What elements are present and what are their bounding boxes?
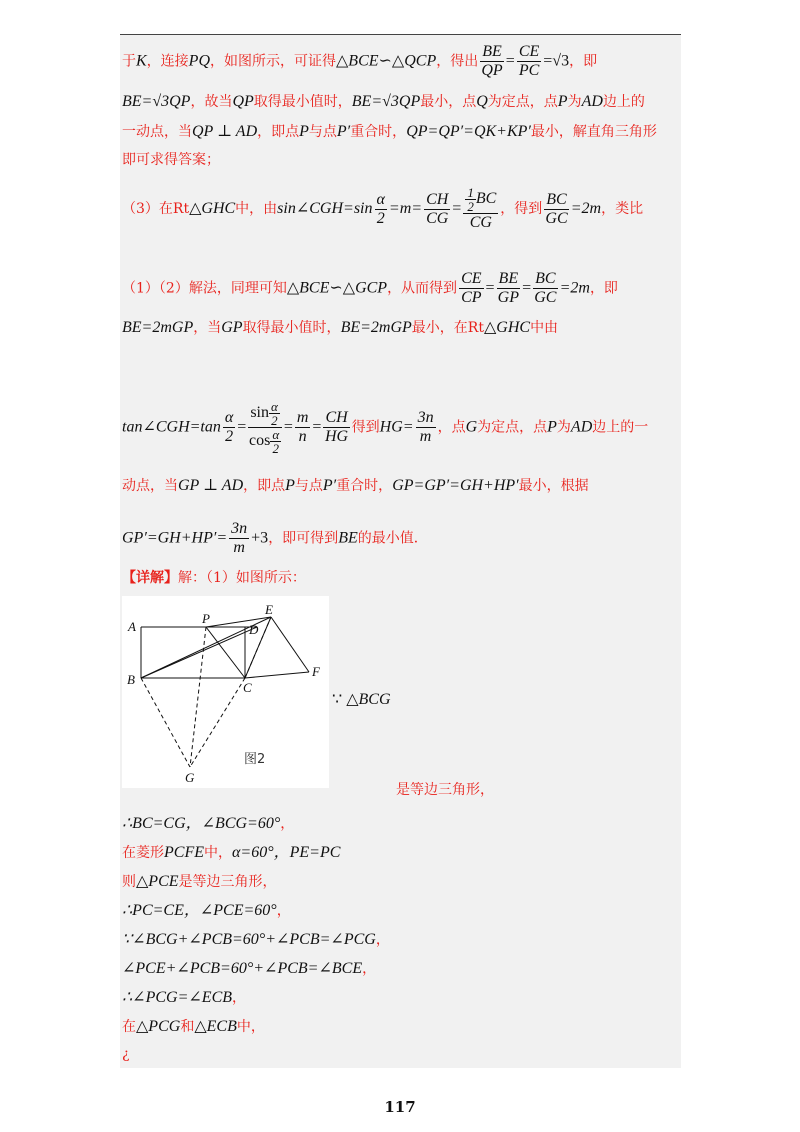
fraction: $\frac{BE}{GP}$ bbox=[497, 270, 519, 306]
line-18 bbox=[122, 930, 390, 950]
math: PQ bbox=[188, 52, 210, 70]
math: =2m bbox=[559, 279, 590, 297]
label-B: B bbox=[127, 672, 135, 687]
text: 和 bbox=[180, 1019, 195, 1035]
math: QP ⊥ AD bbox=[192, 123, 258, 140]
detail-heading: 【详解】 bbox=[122, 570, 178, 586]
math: ∴PC=CE，∠PCE=60° bbox=[122, 902, 277, 919]
text: ， bbox=[375, 932, 390, 948]
line-15 bbox=[122, 843, 340, 863]
text: ， bbox=[232, 990, 247, 1006]
text: 中，由 bbox=[235, 201, 278, 217]
math: P bbox=[547, 418, 557, 436]
text: ，点 bbox=[437, 419, 466, 436]
fraction: $\frac{3n}{m}$ bbox=[231, 520, 248, 556]
math: tan∠CGH=tan bbox=[122, 418, 221, 436]
text: 在 bbox=[122, 1019, 136, 1035]
text: 为 bbox=[567, 94, 582, 110]
text: 动点，当 bbox=[122, 478, 178, 494]
line-16 bbox=[122, 872, 277, 892]
text: 得到 bbox=[351, 419, 380, 436]
fraction: $\frac{BC}{GC}$ bbox=[545, 190, 568, 227]
line-13: 是等边三角形， bbox=[396, 782, 494, 798]
math: =√3 bbox=[543, 52, 570, 70]
math: △PCG bbox=[136, 1018, 181, 1035]
text: ，即点 bbox=[257, 124, 300, 140]
math: ∵∠BCG+∠PCB=60°+∠PCB=∠PCG bbox=[122, 931, 376, 948]
text: （3）在Rt bbox=[122, 201, 190, 217]
math: △BCG bbox=[346, 691, 391, 708]
line-5: （3）在Rt△GHC中，由sin∠CGH=sin $\frac{\alpha}{2}$ =m= $\frac{CH}{CG}$ = $\frac{1}{2}$ BC CG ，得到 $\frac{BC}{GC}$ =2m，类比 bbox=[122, 185, 644, 231]
math: ∴∠PCG=∠ECB bbox=[122, 989, 233, 1006]
text: ，连接 bbox=[146, 53, 189, 70]
math: AD bbox=[581, 93, 603, 110]
line-22: ¿ bbox=[122, 1046, 130, 1062]
fraction: $\frac{BC}{GC}$ bbox=[534, 270, 557, 306]
math: BE=2mGP bbox=[340, 319, 412, 336]
text: 重合时， bbox=[350, 124, 407, 140]
line-17 bbox=[122, 901, 291, 921]
text: 为定点，点 bbox=[477, 419, 548, 436]
fraction: $\frac{CH}{HG}$ bbox=[325, 409, 349, 445]
line-7 bbox=[122, 318, 558, 338]
text: ，即点 bbox=[243, 478, 286, 494]
text: ，即可得到 bbox=[268, 530, 339, 547]
line-9 bbox=[122, 476, 589, 496]
math: BE=√3QP bbox=[122, 93, 191, 110]
text: 与点 bbox=[308, 124, 337, 140]
math: sin∠CGH=sin bbox=[277, 200, 373, 217]
label-F: F bbox=[312, 664, 320, 679]
text: 为定点，点 bbox=[487, 94, 558, 110]
text: 边上的 bbox=[602, 94, 645, 110]
text: 取得最小值时， bbox=[253, 94, 352, 110]
text: 与点 bbox=[294, 478, 323, 494]
figure-svg bbox=[122, 596, 329, 788]
label-G: G bbox=[185, 770, 195, 785]
fraction-trig: sin $\frac{\alpha}{2}$ cos $\frac{\alpha}{2}$ bbox=[248, 400, 282, 455]
math: △PCE bbox=[136, 873, 179, 890]
fraction: $\frac{\alpha}{2}$ bbox=[376, 190, 385, 227]
text: ，即 bbox=[569, 53, 598, 70]
text: 在菱形 bbox=[122, 845, 164, 861]
math: △GHC bbox=[483, 319, 531, 336]
math: GP=GP′=GH+HP′ bbox=[392, 477, 519, 494]
text: 一动点，当 bbox=[122, 124, 192, 140]
math: =2m bbox=[570, 200, 602, 217]
math: G bbox=[465, 418, 478, 436]
fraction: $\frac{3n}{m}$ bbox=[417, 409, 434, 445]
line-21 bbox=[122, 1017, 265, 1037]
text: ，故当 bbox=[190, 94, 233, 110]
label-P: P bbox=[202, 611, 210, 626]
label-A: A bbox=[128, 619, 136, 634]
text: ，从而得到 bbox=[387, 280, 458, 297]
math: K bbox=[136, 52, 147, 70]
text: （1）（2）解法，同理可知 bbox=[122, 280, 287, 297]
math: QP=QP′=QK+KP′ bbox=[406, 123, 531, 140]
fraction: $\frac{CH}{CG}$ bbox=[426, 190, 449, 227]
text: ，即 bbox=[589, 280, 618, 297]
math: P′ bbox=[322, 477, 337, 494]
text: 中， bbox=[236, 1019, 265, 1035]
text: 最小，解直角三角形 bbox=[530, 124, 657, 140]
text: ， bbox=[280, 816, 295, 832]
math: +3 bbox=[251, 529, 269, 547]
math: P bbox=[285, 477, 295, 494]
math: PCFE bbox=[164, 844, 204, 861]
math: ∵ bbox=[332, 691, 347, 708]
math: QP bbox=[232, 93, 254, 110]
line-11 bbox=[122, 568, 306, 588]
math: △BCE∽△GCP bbox=[286, 279, 388, 297]
fraction: $\frac{BE}{QP}$ bbox=[481, 43, 503, 79]
text: 最小，根据 bbox=[518, 478, 589, 494]
label-D: D bbox=[249, 622, 259, 637]
text: 重合时， bbox=[336, 478, 393, 494]
line-20 bbox=[122, 988, 246, 1008]
text: 中由 bbox=[530, 320, 559, 336]
geometry-figure bbox=[122, 596, 329, 788]
text: 则 bbox=[122, 874, 136, 890]
text: ，如图所示，可证得 bbox=[210, 53, 336, 70]
label-C: C bbox=[243, 680, 252, 695]
math: GP′=GH+HP′= bbox=[122, 529, 228, 547]
math: α=60°，PE=PC bbox=[232, 844, 341, 861]
fraction: $\frac{CE}{CP}$ bbox=[461, 270, 482, 306]
fraction: $\frac{\alpha}{2}$ bbox=[224, 409, 234, 445]
math: △GHC bbox=[189, 200, 236, 217]
text: ，得到 bbox=[500, 201, 543, 217]
math: △ECB bbox=[194, 1018, 237, 1035]
text: ，得出 bbox=[436, 53, 479, 70]
fraction: $\frac{CE}{PC}$ bbox=[518, 43, 540, 79]
math: HG= bbox=[379, 418, 414, 436]
line-3 bbox=[122, 122, 657, 142]
text: ，当 bbox=[193, 320, 222, 336]
label-E: E bbox=[265, 602, 273, 617]
math: BE bbox=[338, 529, 358, 547]
math: △BCE∽△QCP bbox=[336, 52, 437, 70]
line-6: （1）（2）解法，同理可知△BCE∽△GCP，从而得到 $\frac{CE}{CP}$ = $\frac{BE}{GP}$ = $\frac{BC}{GC}$ =2m，即 bbox=[122, 270, 618, 306]
text: ， bbox=[362, 961, 377, 977]
line-4: 即可求得答案； bbox=[122, 152, 220, 168]
line-1: 于K，连接PQ，如图所示，可证得△BCE∽△QCP，得出 $\frac{BE}{QP}$ = $\frac{CE}{PC}$ =√3，即 bbox=[122, 43, 598, 79]
math: P′ bbox=[336, 123, 351, 140]
math: AD bbox=[570, 418, 593, 436]
math: P bbox=[557, 93, 568, 110]
math: ∠PCE+∠PCB=60°+∠PCB=∠BCE bbox=[122, 960, 363, 977]
text: 是等边三角形， bbox=[178, 874, 277, 890]
line-8: tan∠CGH=tan $\frac{\alpha}{2}$ = sin $\frac{\alpha}{2}$ cos $\frac{\alpha}{2}$ = $\frac{m}{n}$ = $\frac{CH}{HG}$ 得到HG= $\frac{3n}{m}$ ，点G为定点，点P为AD边上的一 bbox=[122, 399, 649, 456]
math: Q bbox=[476, 93, 488, 110]
text: 最小，在Rt bbox=[411, 320, 484, 336]
page-number: 117 bbox=[384, 1098, 416, 1116]
line-14 bbox=[122, 814, 294, 834]
math: BE=√3QP bbox=[351, 93, 421, 110]
text: 边上的一 bbox=[592, 419, 649, 436]
text: ， bbox=[276, 903, 291, 919]
line-19 bbox=[122, 959, 376, 979]
text: 解：（1）如图所示： bbox=[178, 570, 306, 586]
line-10 bbox=[122, 520, 428, 557]
math: GP bbox=[221, 319, 243, 336]
figure-caption: 图2 bbox=[244, 752, 266, 767]
text: 中， bbox=[204, 845, 232, 861]
text: 最小，点 bbox=[420, 94, 477, 110]
text: 于 bbox=[122, 53, 136, 70]
fraction: $\frac{m}{n}$ bbox=[296, 409, 309, 445]
text: 的最小值． bbox=[357, 530, 428, 547]
text: 为 bbox=[556, 419, 571, 436]
fraction-nested: $\frac{1}{2}$ BC CG bbox=[463, 186, 498, 232]
line-2 bbox=[122, 92, 645, 112]
line-12 bbox=[332, 690, 391, 710]
text: 取得最小值时， bbox=[242, 320, 341, 336]
math: ∴BC=CG，∠BCG=60° bbox=[122, 815, 281, 832]
math: P bbox=[299, 123, 309, 140]
math: BE=2mGP bbox=[122, 319, 194, 336]
text: ，类比 bbox=[601, 201, 644, 217]
math: GP ⊥ AD bbox=[178, 477, 244, 494]
math: =m= bbox=[388, 200, 423, 217]
